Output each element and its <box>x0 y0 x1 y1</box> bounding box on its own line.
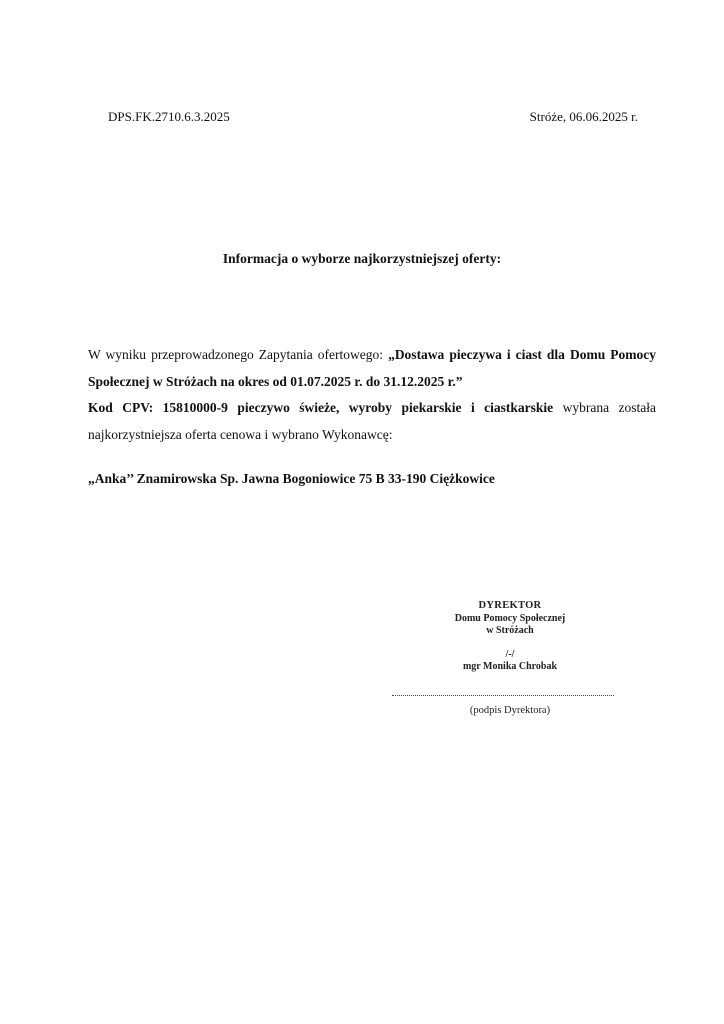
body-outcome: wybrana została najkorzystniejsza oferta cenowa i wybrano Wykonawcę: <box>88 400 656 442</box>
signature-org-line1: Domu Pomocy Społecznej <box>454 612 566 624</box>
cpv-code: Kod CPV: 15810000-9 pieczywo świeże, wyroby piekarskie i ciastkarskie <box>88 400 554 415</box>
selected-contractor: „Anka’’ Znamirowska Sp. Jawna Bogoniowice 75 B 33-190 Ciężkowice <box>88 471 495 486</box>
signature-dotted-line <box>392 695 614 696</box>
tender-subject: „Dostawa pieczywa i ciast dla Domu Pomocy Społecznej w Stróżach na okres od 01.07.2025 r. do 31.12.2025 r.” <box>88 347 656 389</box>
signature-gap <box>390 638 630 649</box>
signature-stamp <box>390 600 630 674</box>
body-cpv-line <box>88 395 656 448</box>
signature-org-line2: w Stróżach <box>486 625 534 636</box>
place-date: Stróże, 06.06.2025 r. <box>529 109 638 124</box>
body-intro-line <box>88 342 656 395</box>
body-intro: W wyniku przeprowadzonego Zapytania ofertowego: <box>88 347 389 362</box>
signature-caption: (podpis Dyrektora) <box>469 705 551 716</box>
body-paragraph <box>88 342 656 448</box>
signature-role: DYREKTOR <box>478 600 542 611</box>
signature-name: mgr Monika Chrobak <box>462 661 558 672</box>
document-title: Informacja o wyborze najkorzystniejszej oferty: <box>222 251 502 266</box>
reference-number: DPS.FK.2710.6.3.2025 <box>108 109 230 124</box>
signature-mark: /-/ <box>505 648 515 660</box>
